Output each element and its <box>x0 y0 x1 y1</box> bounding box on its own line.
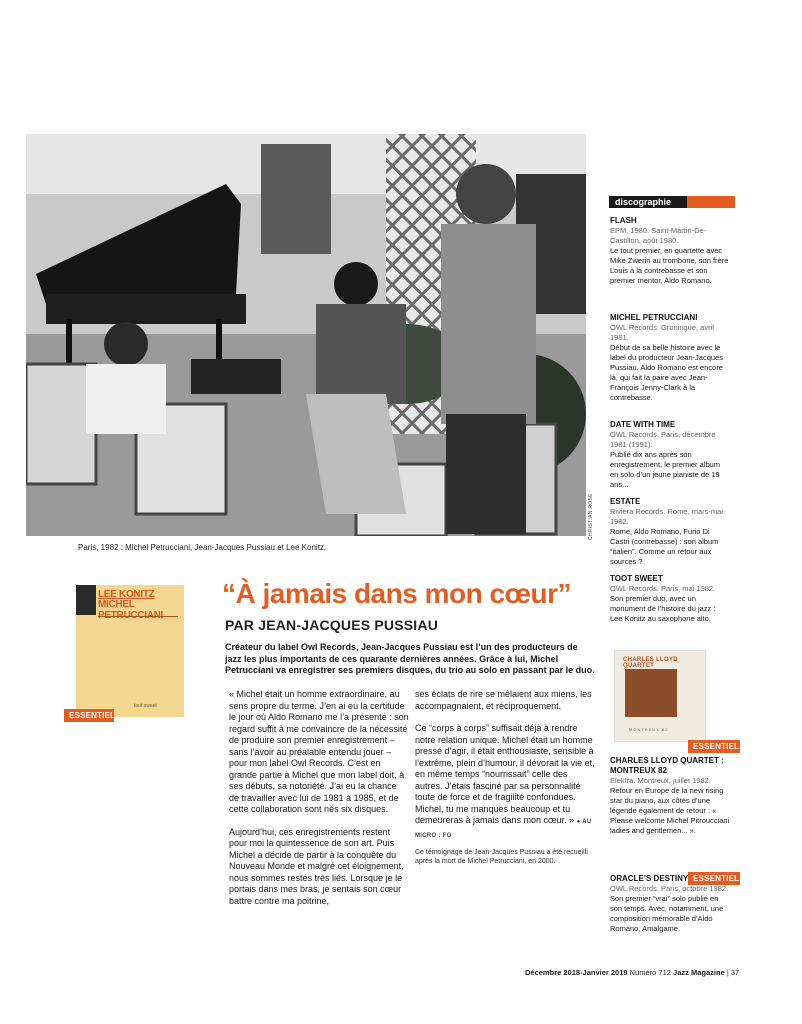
cover-artist-2: MICHEL <box>98 599 135 610</box>
essentiel-badge: ESSENTIEL <box>688 872 740 885</box>
cover2-subtitle: MONTREUX 82 <box>629 727 669 732</box>
disco-desc: Publié dix ans après son enregistrement, le premier album en solo d’un jeune pianiste de 19 ans... <box>610 450 721 489</box>
disco-meta: OWL Records. Paris, mai 1982. <box>610 584 716 593</box>
disco-meta: EPM, 1980. Saint-Martin-De-Castillon, août 1980. <box>610 226 707 245</box>
paragraph: Aujourd’hui, ces enregistrements restent pour moi la quintessence de son art. Puis Michel a décidé de partir à la conquête du Nouveau Monde et malgré cet éloignement, nous sommes restés très liés. Lorsque je le portais dans mes bras, je sentais son cœur battre contre ma poitrine, <box>229 826 404 906</box>
disco-title: ESTATE <box>610 497 641 506</box>
footer-issue: Numéro 712 <box>629 968 671 977</box>
disco-title: FLASH <box>610 216 637 225</box>
footer-separator: | <box>726 968 729 977</box>
disco-desc: Son premier “vrai” solo publié en son temps. Avec, notamment, une composition mémorable d’Aldo Romano, Amalgame. <box>610 894 724 933</box>
disco-desc: Son premier duo, avec un monument de l’histoire du jazz : Lee Konitz au saxophone alto. <box>610 594 716 623</box>
disco-meta: OWL Records. Paris, octobre 1982. <box>610 884 729 893</box>
essentiel-badge: ESSENTIEL <box>64 709 114 722</box>
cover-title: toot sweet <box>134 703 157 709</box>
discographie-accent <box>687 196 735 208</box>
disco-desc: Retour en Europe de la new rising star du piano, aux côtés d’une légende également de retour : « Please welcome Michel Pitroucciani ladies and gentlemen... ». <box>610 786 730 835</box>
page-footer <box>525 968 739 977</box>
cover-rule <box>98 616 178 617</box>
disco-title: ORACLE’S DESTINY <box>610 874 689 883</box>
footer-date: Décembre 2018-Janvier 2019 <box>525 968 628 977</box>
article-title: “À jamais dans mon cœur” <box>222 578 571 609</box>
discographie-label: discographie <box>609 196 687 208</box>
disco-title: TOOT SWEET <box>610 574 663 583</box>
article-column-middle <box>415 689 597 877</box>
paragraph: « Michel était un homme extraordinaire, au sens propre du terme. J’en ai eu la certitude le jour où Aldo Romano me l’a présenté : son regard suffit à me convaincre de la nécessité de produire son premier enregistrement – sans l’avoir au préalable entendu jouer – pour mon label Owl Records. C’est en grande partie à Michel que mon label doit, à ses débuts, sa notoriété. J’ai eu la chance de travailler avec lui de 1981 à 1985, et de cette collaboration sont nés six disques. <box>229 689 409 814</box>
disco-desc: Début de sa belle histoire avec le label du producteur Jean-Jacques Pussiau. Aldo Romano est encore là, qui fait la paire avec Jean-François Jenny-Clark à la contrebasse. <box>610 343 723 402</box>
disco-desc: Le tout premier, en quartette avec Mike Zwerin au trombone, son frère Louis à la contrebasse et son premier mentor, Aldo Romano. <box>610 246 729 285</box>
article-byline: PAR JEAN-JACQUES PUSSIAU <box>225 617 439 633</box>
article-lead: Créateur du label Owl Records, Jean-Jacques Pussiau est l’un des producteurs de jazz les plus importants de ces quarante dernières années. Grâce à lui, Michel Petrucciani va enregistrer ses premiers disques, du trio au solo en passant par le duo. <box>225 642 595 675</box>
cover-artist-1: LEE KONITZ <box>98 589 155 600</box>
cover2-photo <box>625 669 677 717</box>
footer-magazine: Jazz Magazine <box>673 968 725 977</box>
photo-illustration <box>26 134 586 536</box>
disco-entry-date-with-time <box>610 420 730 490</box>
disco-meta: OWL Records. Paris, décembre 1981 (1991). <box>610 430 716 449</box>
album-cover-charles-lloyd <box>614 650 706 742</box>
paragraph: ses éclats de rire se mêlaient aux miens, les accompagnaient, et réciproquement. <box>415 689 592 711</box>
article-photo <box>26 134 586 536</box>
disco-title: DATE WITH TIME <box>610 420 676 429</box>
cover2-title: CHARLES LLOYD QUARTET <box>623 657 678 669</box>
photo-caption: Paris, 1982 : Michel Petrucciani, Jean-Jacques Pussiau et Lee Konitz. <box>78 543 327 552</box>
disco-meta: Elektra. Montreux, juillet 1982. <box>610 776 711 785</box>
page-number: 37 <box>730 968 740 977</box>
disco-entry-toot-sweet <box>610 574 730 624</box>
cover-photo <box>76 585 96 615</box>
interviewer-credit: ● AU MICRO : FG <box>415 819 592 839</box>
disco-entry-montreux-82 <box>610 756 730 836</box>
disco-entry-estate <box>610 497 730 567</box>
disco-title: CHARLES LLOYD QUARTET : MONTREUX 82 <box>610 756 724 775</box>
album-cover-toot-sweet <box>76 585 184 717</box>
disco-meta: Riviera Records. Rome, mars-mai 1982. <box>610 507 723 526</box>
disco-entry-flash <box>610 216 730 286</box>
disco-meta: OWL Records. Groningue, avril 1981. <box>610 323 714 342</box>
paragraph: Ce “corps à corps” suffisait déjà à rendre notre relation unique. Michel était un homme pressé d’agir, il était enthousiaste, sensible à l’extrême, plein d’humour, il dévorait la vie et, en même temps “nourrissait” celle des autres. J’étais fasciné par sa personnalité toute de force et de fragilité confondues. Michel, tu me manques beaucoup et tu demeureras à jamais dans mon cœur. » <box>415 723 595 825</box>
article-column-left <box>229 689 409 918</box>
photo-credit: CHRISTIAN ROSE <box>588 493 594 540</box>
disco-entry-michel-petrucciani <box>610 313 730 403</box>
disco-entry-oracles-destiny <box>610 874 730 934</box>
disco-desc: Rome, Aldo Romano, Furio Di Castri (contrebasse) : son album “italien”. Comme un retour aux sources ? <box>610 527 719 566</box>
disco-title: MICHEL PETRUCCIANI <box>610 313 698 322</box>
testimony-note: Ce témoignage de Jean-Jacques Pussiau a été recueilli après la mort de Michel Petrucciani, en 2000. <box>415 849 588 865</box>
essentiel-badge: ESSENTIEL <box>688 740 740 753</box>
